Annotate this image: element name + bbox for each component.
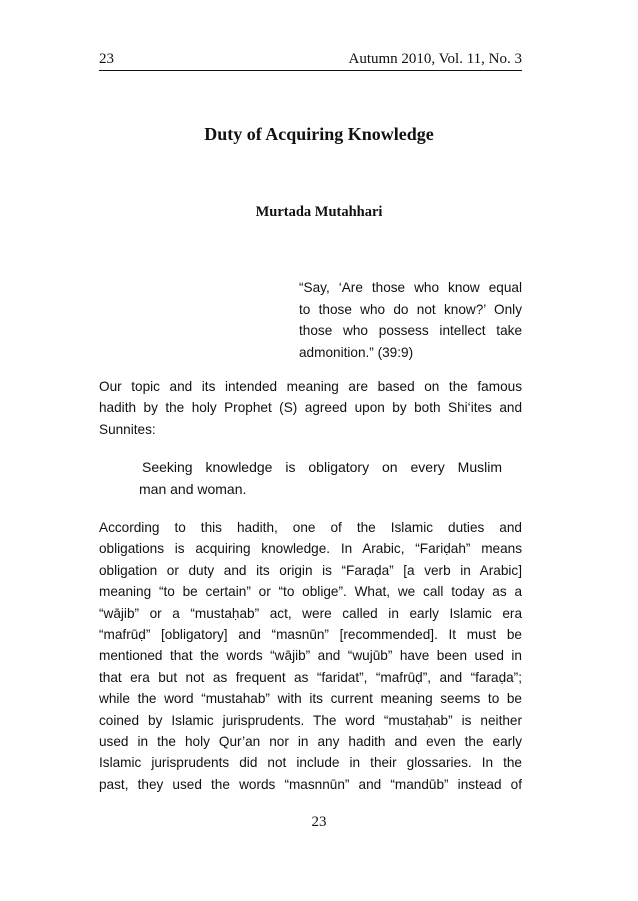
paragraph-line: hadith by the holy Prophet (S) agreed upon by both Shi‘ites and (99, 400, 522, 416)
paragraph-line: According to this hadith, one of the Islamic duties and (99, 520, 522, 535)
quote-line: Seeking knowledge is obligatory on every Muslim (142, 459, 502, 475)
paragraph-line: Sunnites: (99, 421, 156, 437)
paragraph-line: while the word “mustahab” with its current meaning seems to be (99, 691, 522, 707)
hadith-quote (139, 457, 502, 500)
paragraph-line: coined by Islamic jurisprudents. The word “mustaḥab” is neither (99, 712, 522, 728)
epigraph-line: “Say, ‘Are those who know equal (299, 280, 522, 295)
paragraph-line: past, they used the words “masnnūn” and “mandūb” instead of (99, 776, 522, 792)
paragraph-line: used in the holy Qur’an nor in any hadith and even the early (99, 733, 522, 749)
folio-page-number: 23 (311, 814, 327, 830)
epigraph (299, 277, 522, 363)
paragraph-line: obligation or duty and its origin is “Faraḍa” [a verb in Arabic] (99, 562, 522, 578)
epigraph-line: admonition.” (39:9) (299, 344, 414, 360)
paragraph-main (99, 517, 522, 795)
paragraph-line: “wājib” or a “mustaḥab” act, were called in early Islamic era (99, 605, 522, 621)
paragraph-line: that era but not as frequent as “faridat”, “mafrūḍ”, and “faraḍa”; (99, 669, 522, 685)
paragraph-line: Islamic jurisprudents did not include in their glossaries. In the (99, 755, 522, 771)
paragraph-line: Our topic and its intended meaning are based on the famous (99, 379, 522, 394)
quote-line: man and woman. (139, 480, 247, 497)
paragraph-line: meaning “to be certain” or “to oblige”. What, we call today as a (99, 584, 522, 600)
running-head-journal-issue: Autumn 2010, Vol. 11, No. 3 (348, 51, 522, 67)
epigraph-line: to those who do not know?’ Only (299, 301, 522, 317)
running-head (99, 50, 522, 71)
running-head-page-number: 23 (99, 51, 114, 67)
article-title: Duty of Acquiring Knowledge (204, 124, 434, 144)
article-author: Murtada Mutahhari (255, 204, 383, 220)
paragraph-intro (99, 376, 522, 440)
paragraph-line: “mafrūḍ” [obligatory] and “masnūn” [recommended]. It must be (99, 626, 522, 642)
paragraph-line: obligations is acquiring knowledge. In Arabic, “Fariḍah” means (99, 541, 522, 557)
epigraph-line: those who possess intellect take (299, 323, 522, 338)
paragraph-line: mentioned that the words “wājib” and “wujūb” have been used in (99, 648, 522, 664)
